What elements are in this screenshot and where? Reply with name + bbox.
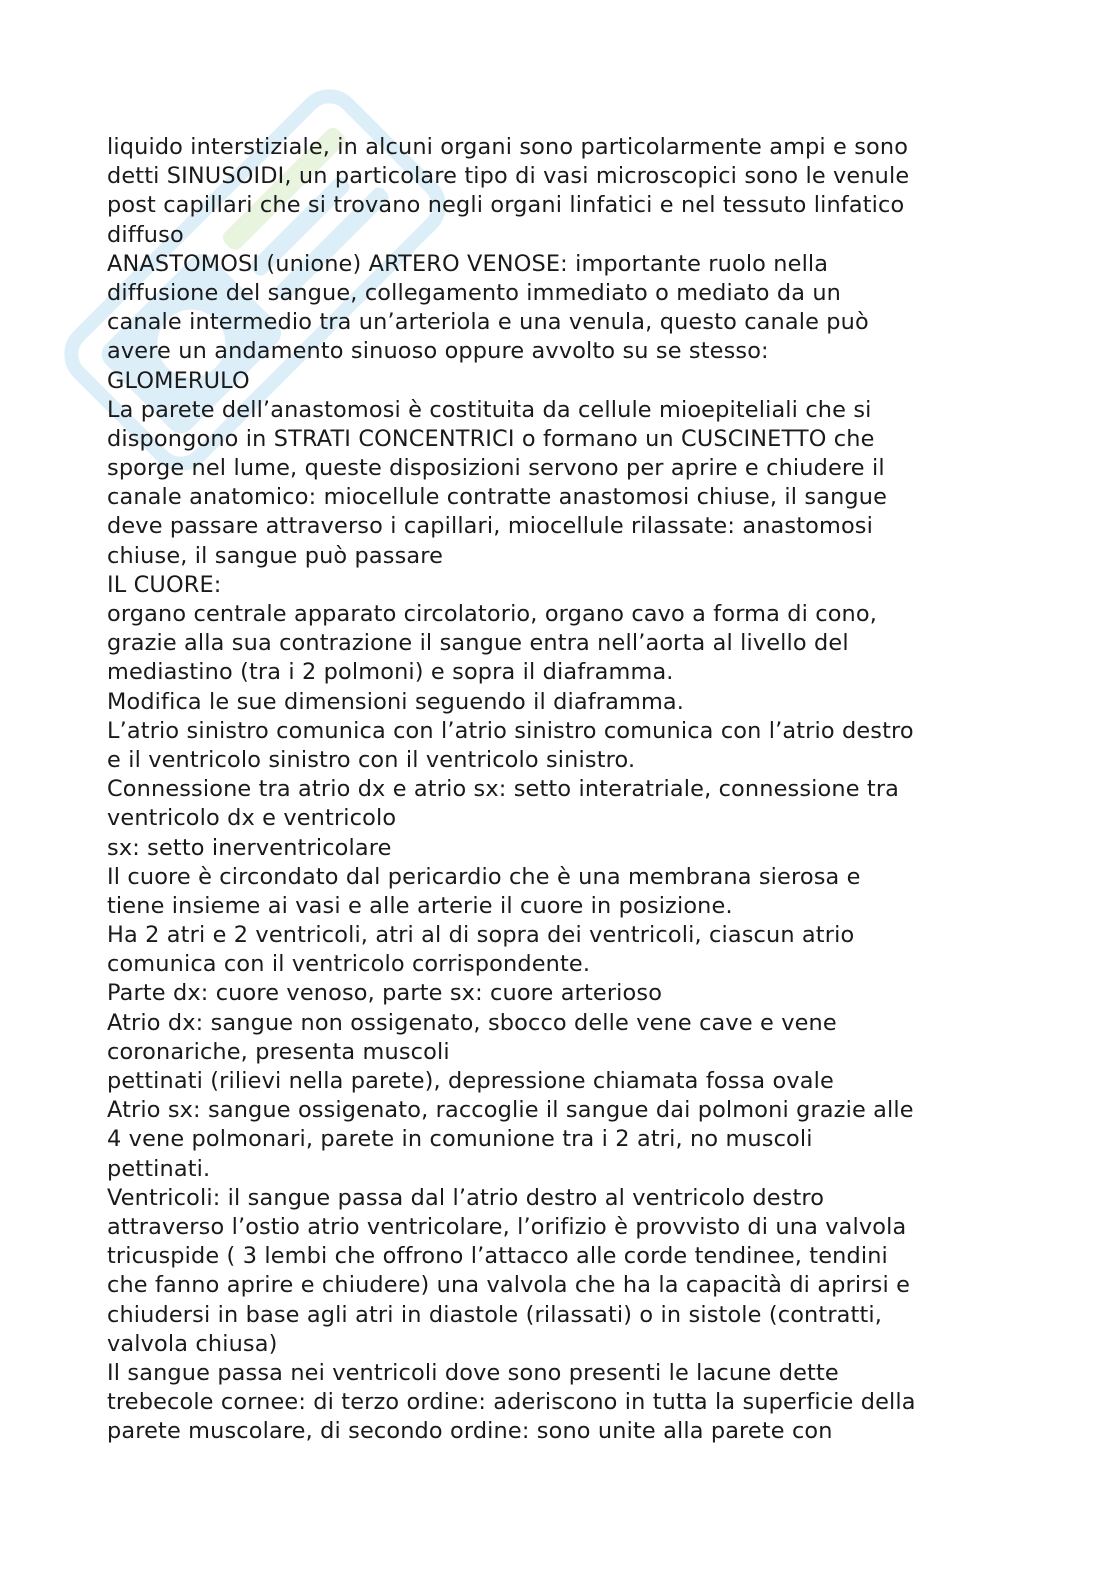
text-line: parete muscolare, di secondo ordine: sono unite alla parete con (107, 1418, 833, 1445)
text-line: avere un andamento sinuoso oppure avvolto su se stesso: (107, 338, 769, 365)
text-line: grazie alla sua contrazione il sangue entra nell’aorta al livello del (107, 630, 849, 657)
text-line: attraverso l’ostio atrio ventricolare, l’orifizio è provvisto di una valvola (107, 1213, 907, 1240)
text-line: sx: setto inerventricolare (107, 834, 392, 861)
text-line: Il sangue passa nei ventricoli dove sono presenti le lacune dette (107, 1359, 839, 1386)
text-line: post capillari che si trovano negli organi linfatici e nel tessuto linfatico (107, 192, 905, 219)
text-line: comunica con il ventricolo corrispondente. (107, 951, 591, 978)
document-body (107, 133, 1017, 1446)
text-line: diffuso (107, 221, 184, 248)
text-line: pettinati. (107, 1155, 211, 1182)
text-line: diffusione del sangue, collegamento immediato o mediato da un (107, 279, 842, 306)
text-line: Il cuore è circondato dal pericardio che è una membrana sierosa e (107, 863, 861, 890)
text-line: trebecole cornee: di terzo ordine: aderiscono in tutta la superficie della (107, 1389, 916, 1416)
text-line: Ventricoli: il sangue passa dal l’atrio destro al ventricolo destro (107, 1184, 825, 1211)
text-line: coronariche, presenta muscoli (107, 1038, 450, 1065)
text-line: canale anatomico: miocellule contratte anastomosi chiuse, il sangue (107, 484, 888, 511)
text-line: deve passare attraverso i capillari, miocellule rilassate: anastomosi (107, 513, 873, 540)
text-line: Connessione tra atrio dx e atrio sx: setto interatriale, connessione tra (107, 776, 900, 803)
text-line: liquido interstiziale, in alcuni organi sono particolarmente ampi e sono (107, 134, 909, 160)
text-line: L’atrio sinistro comunica con l’atrio sinistro comunica con l’atrio destro (107, 717, 914, 744)
text-line: Ha 2 atri e 2 ventricoli, atri al di sopra dei ventricoli, ciascun atrio (107, 922, 855, 949)
text-line: organo centrale apparato circolatorio, organo cavo a forma di cono, (107, 601, 878, 627)
text-line: Atrio sx: sangue ossigenato, raccoglie il sangue dai polmoni grazie alle (107, 1097, 914, 1124)
text-line: chiuse, il sangue può passare (107, 542, 444, 569)
text-line: chiudersi in base agli atri in diastole (rilassati) o in sistole (contratti, (107, 1301, 883, 1328)
text-line: La parete dell’anastomosi è costituita da cellule mioepiteliali che si (107, 396, 872, 423)
text-line: sporge nel lume, queste disposizioni servono per aprire e chiudere il (107, 455, 885, 482)
text-line: ANASTOMOSI (unione) ARTERO VENOSE: importante ruolo nella (107, 250, 829, 277)
text-line: dispongono in STRATI CONCENTRICI o formano un CUSCINETTO che (107, 425, 875, 452)
text-line: valvola chiusa) (107, 1330, 278, 1357)
text-line: tricuspide ( 3 lembi che offrono l’attacco alle corde tendinee, tendini (107, 1243, 888, 1270)
text-line: mediastino (tra i 2 polmoni) e sopra il diaframma. (107, 659, 674, 686)
text-line: Parte dx: cuore venoso, parte sx: cuore arterioso (107, 980, 663, 1007)
text-line: tiene insieme ai vasi e alle arterie il cuore in posizione. (107, 892, 733, 919)
text-line: e il ventricolo sinistro con il ventricolo sinistro. (107, 746, 636, 773)
text-line: che fanno aprire e chiudere) una valvola che ha la capacità di aprirsi e (107, 1272, 911, 1299)
text-line: IL CUORE: (107, 571, 222, 598)
text-line: GLOMERULO (107, 367, 250, 394)
text-line: pettinati (rilievi nella parete), depressione chiamata fossa ovale (107, 1068, 834, 1094)
text-line: Modifica le sue dimensioni seguendo il diaframma. (107, 688, 685, 715)
text-line: detti SINUSOIDI, un particolare tipo di vasi microscopici sono le venule (107, 163, 910, 190)
text-line: canale intermedio tra un’arteriola e una venula, questo canale può (107, 309, 869, 336)
text-line: ventricolo dx e ventricolo (107, 805, 397, 832)
text-line: 4 vene polmonari, parete in comunione tra i 2 atri, no muscoli (107, 1126, 813, 1153)
text-line: Atrio dx: sangue non ossigenato, sbocco delle vene cave e vene (107, 1009, 837, 1036)
